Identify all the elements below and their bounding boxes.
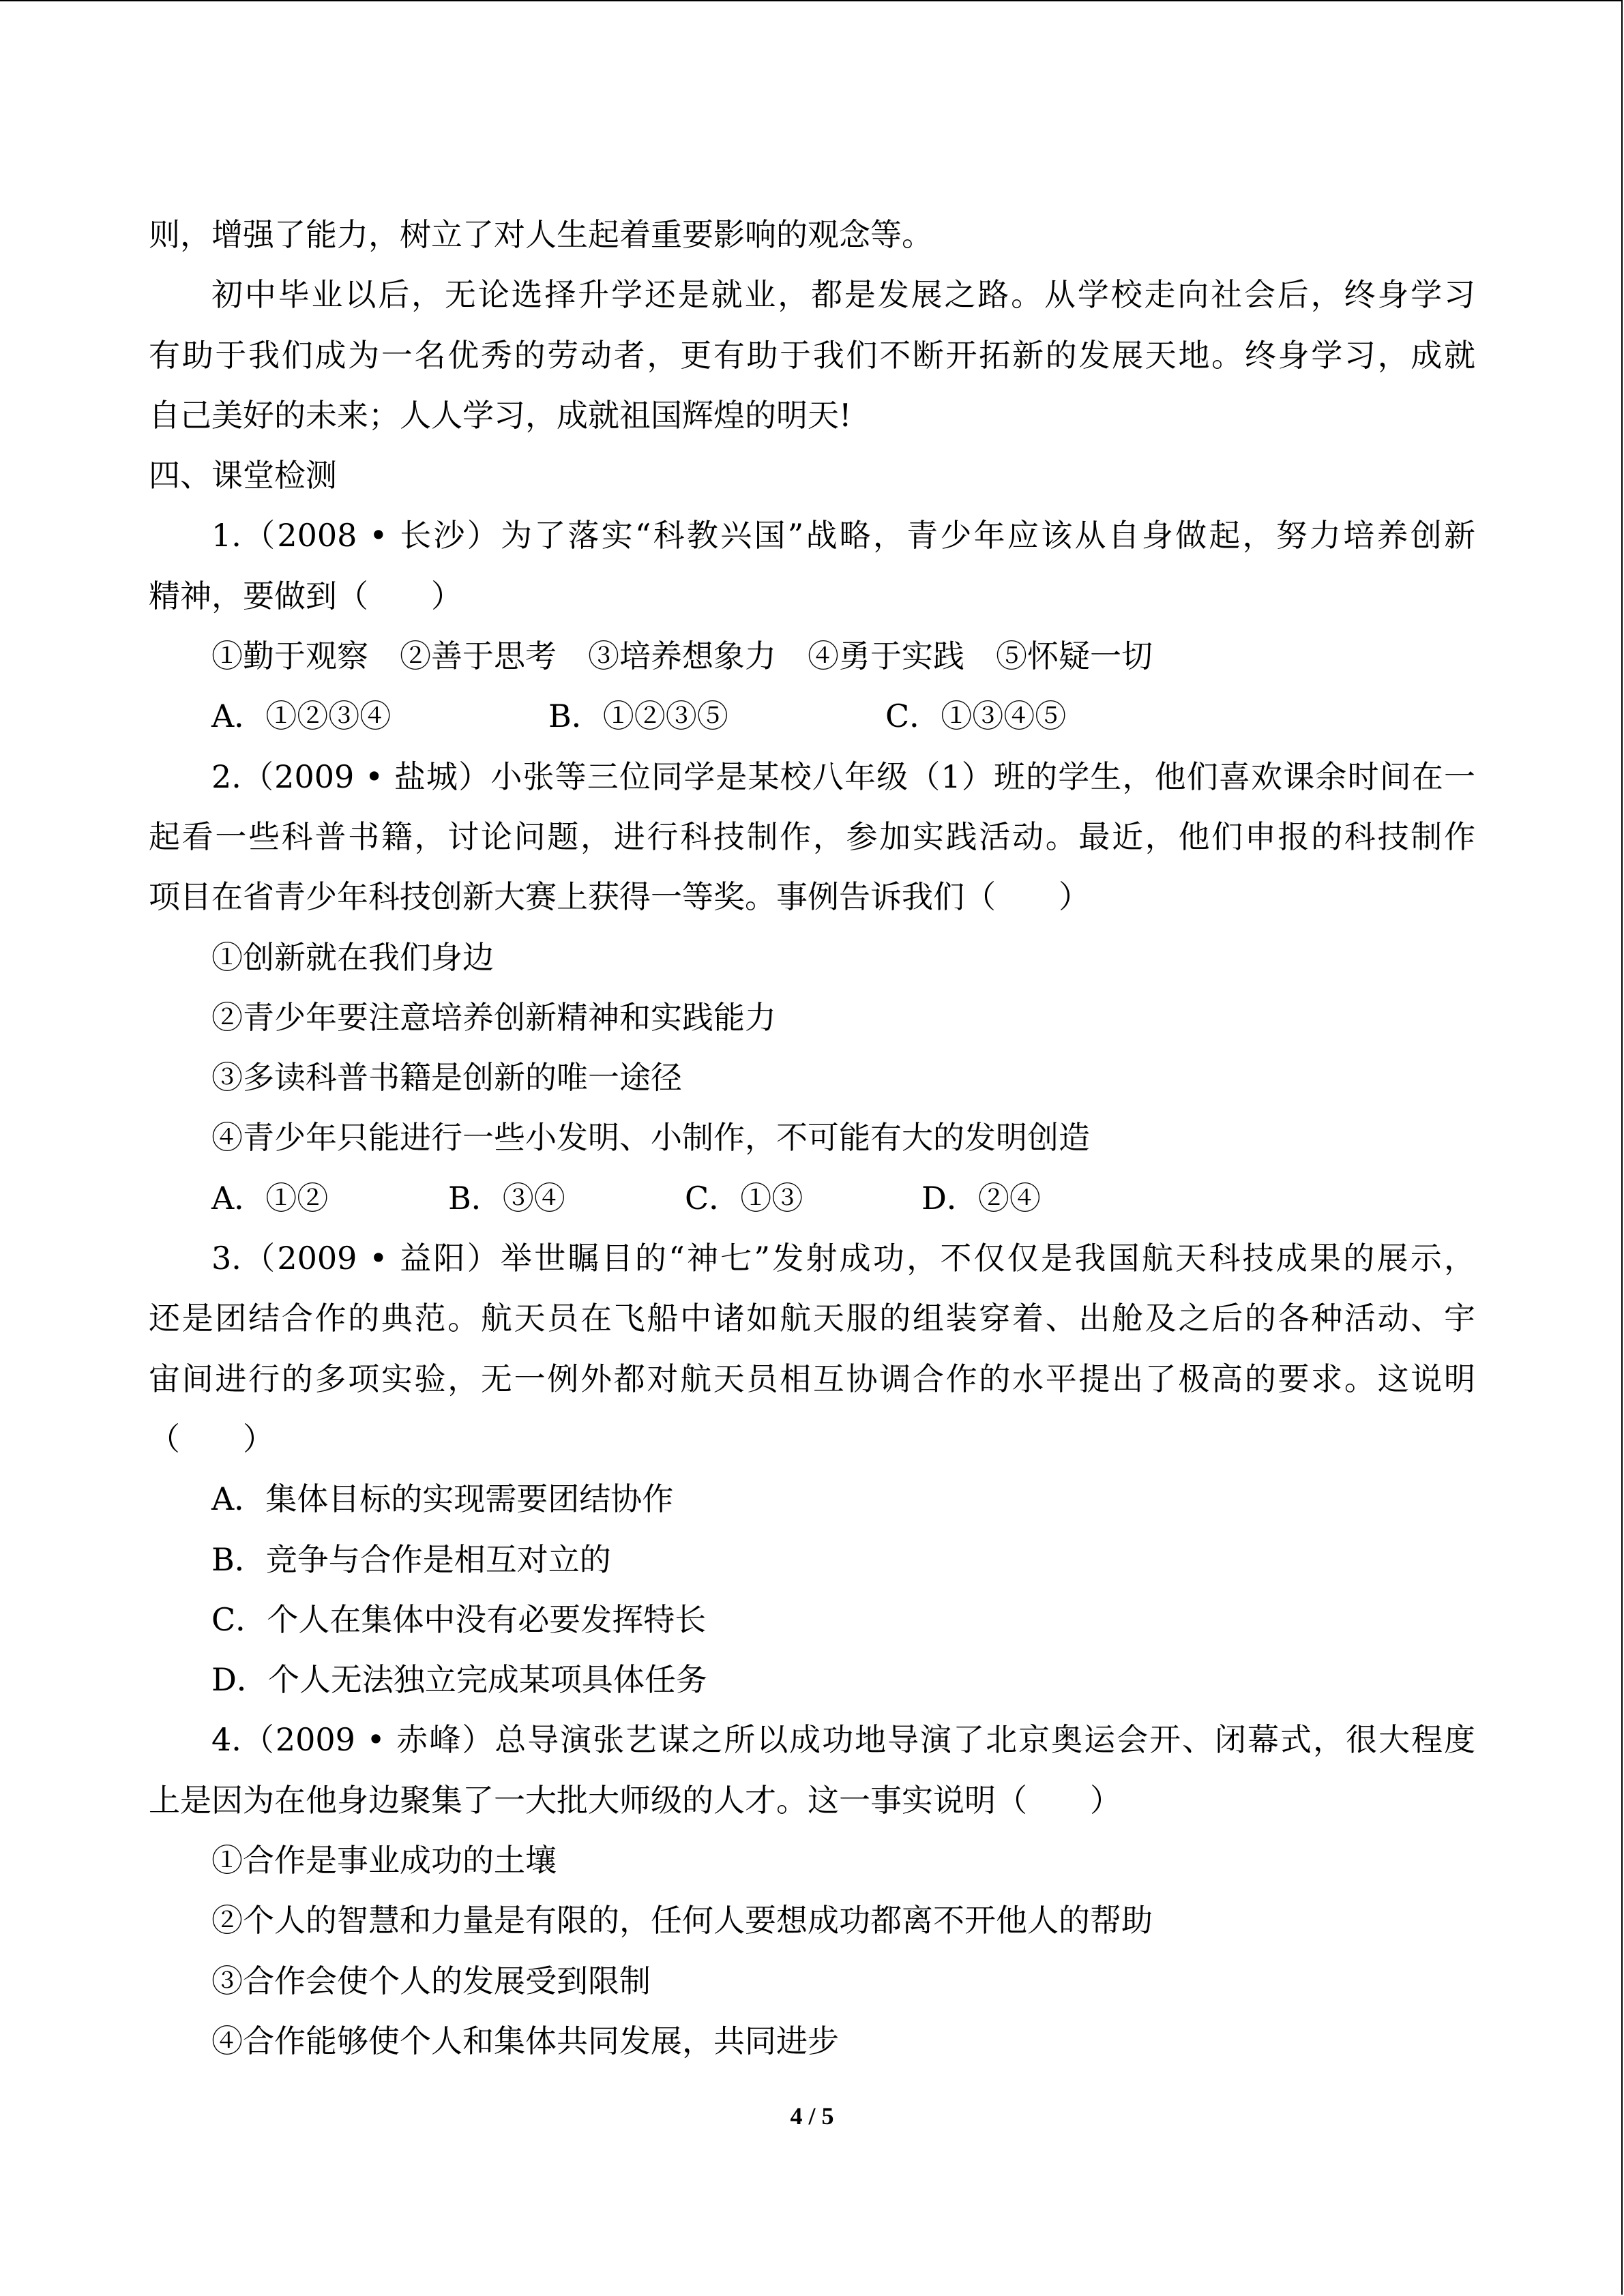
q1-option-c: C．①③④⑤	[885, 698, 1067, 735]
text-line: 精神，要做到（ ）	[149, 577, 462, 614]
text-line: 有助于我们成为一名优秀的劳动者，更有助于我们不断开拓新的发展天地。终身学习，成就	[149, 336, 1475, 374]
q2-option-a: A．①②	[211, 1179, 329, 1217]
text-line: ③合作会使个人的发展受到限制	[211, 1962, 651, 1999]
q2-options	[149, 1168, 1475, 1228]
text-line: 1.（2008 • 长沙）为了落实“科教兴国”战略，青少年应该从自身做起，努力培养创新	[211, 517, 1475, 554]
q1-options	[149, 686, 1475, 746]
text-line: ④青少年只能进行一些小发明、小制作，不可能有大的发明创造	[211, 1119, 1090, 1157]
text-line: ④合作能够使个人和集体共同发展，共同进步	[211, 2022, 839, 2059]
text-line: A．集体目标的实现需要团结协作	[211, 1480, 674, 1518]
text-line: ①合作是事业成功的土壤	[211, 1842, 557, 1879]
text-line: 起看一些科普书籍，讨论问题，进行科技制作，参加实践活动。最近，他们申报的科技制作	[149, 818, 1475, 855]
q1-option-a: A．①②③④	[211, 698, 392, 735]
text-line: ①勤于观察 ②善于思考 ③培养想象力 ④勇于实践 ⑤怀疑一切	[211, 638, 1153, 675]
text-line: D．个人无法独立完成某项具体任务	[211, 1661, 707, 1699]
text-line: 项目在省青少年科技创新大赛上获得一等奖。事例告诉我们（ ）	[149, 878, 1090, 916]
text-line: 自己美好的未来；人人学习，成就祖国辉煌的明天!	[149, 396, 852, 434]
text-block-a	[149, 205, 1475, 686]
text-line: C．个人在集体中没有必要发挥特长	[211, 1600, 707, 1638]
q2-option-c: C．①③	[685, 1179, 803, 1217]
text-line: 初中毕业以后，无论选择升学还是就业，都是发展之路。从学校走向社会后，终身学习	[211, 276, 1475, 314]
q1-option-b: B．①②③⑤	[548, 698, 728, 735]
document-body	[149, 205, 1475, 2071]
text-line: ②个人的智慧和力量是有限的，任何人要想成功都离不开他人的帮助	[211, 1902, 1153, 1939]
text-line: 4.（2009 • 赤峰）总导演张艺谋之所以成功地导演了北京奥运会开、闭幕式，很大程度	[211, 1721, 1475, 1759]
text-line: 四、课堂检测	[149, 457, 337, 494]
text-line: 2.（2009 • 盐城）小张等三位同学是某校八年级（1）班的学生，他们喜欢课余时间在一	[211, 758, 1475, 795]
text-line: ②青少年要注意培养创新精神和实践能力	[211, 998, 776, 1036]
text-line: 还是团结合作的典范。航天员在飞船中诸如航天服的组装穿着、出舱及之后的各种活动、宇	[149, 1300, 1475, 1337]
text-block-b	[149, 747, 1475, 1168]
text-line: ③多读科普书籍是创新的唯一途径	[211, 1059, 682, 1097]
q2-option-d: D．②④	[921, 1179, 1041, 1217]
text-line: ①创新就在我们身边	[211, 938, 494, 976]
page-number: 4 / 5	[790, 2102, 834, 2130]
text-line: 上是因为在他身边聚集了一大批大师级的人才。这一事实说明（ ）	[149, 1781, 1121, 1819]
text-line: 宙间进行的多项实验，无一例外都对航天员相互协调合作的水平提出了极高的要求。这说明	[149, 1360, 1475, 1397]
text-block-c	[149, 1228, 1475, 2071]
text-line: B．竞争与合作是相互对立的	[211, 1540, 611, 1578]
text-line: 则，增强了能力，树立了对人生起着重要影响的观念等。	[149, 216, 933, 253]
q2-option-b: B．③④	[448, 1179, 565, 1217]
text-line: （ ）	[149, 1420, 274, 1457]
text-line: 3.（2009 • 益阳）举世瞩目的“神七”发射成功，不仅仅是我国航天科技成果的展示，	[211, 1240, 1475, 1277]
